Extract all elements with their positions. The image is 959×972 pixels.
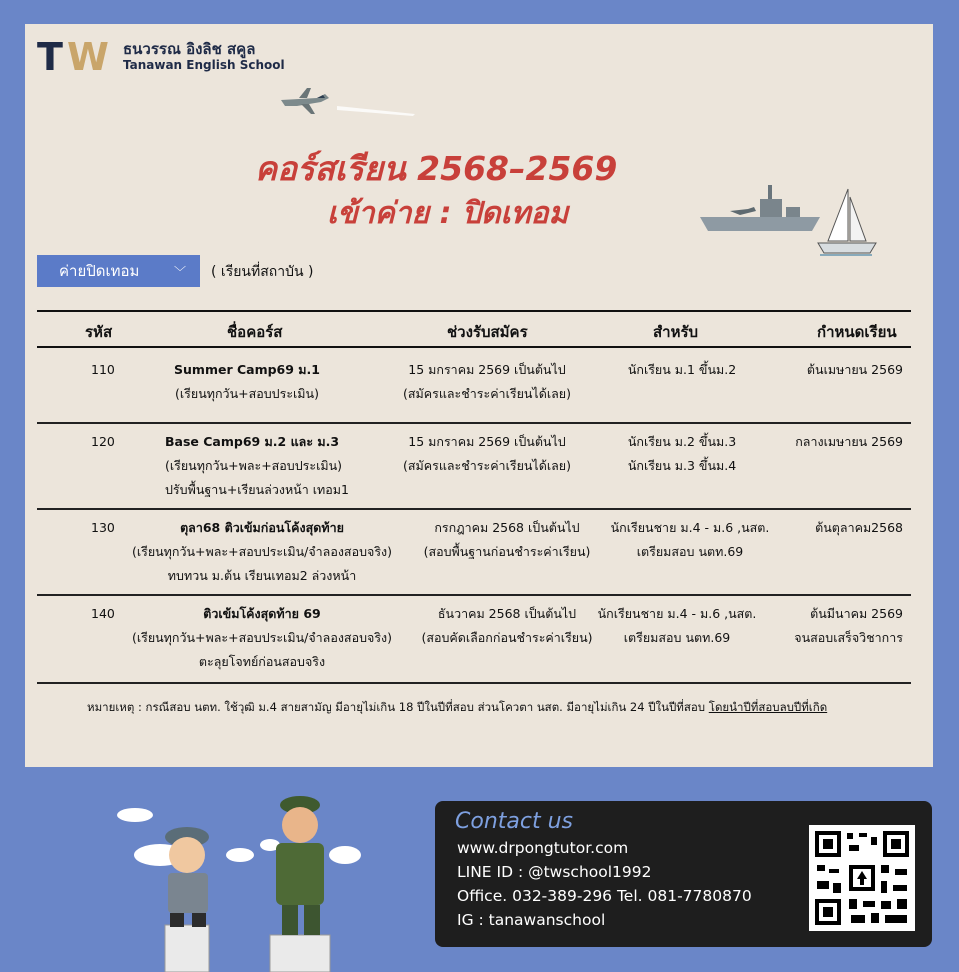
qr-code-icon[interactable]	[809, 825, 915, 931]
camp-type-dropdown[interactable]	[37, 255, 200, 287]
registration-period: กรกฎาคม 2568 เป็นต้นไป (สอบพื้นฐานก่อนชำระค่าเรียน)	[423, 520, 591, 559]
course-name: Base Camp69 ม.2 และ ม.3 (เรียนทุกวัน+พละ+สอบประเมิน) ปรับพื้นฐาน+เรียนล่วงหน้า เทอม1	[165, 434, 349, 497]
school-name-th: ธนวรรณ อิงลิช สคูล	[123, 39, 256, 58]
dropdown-selected-value: ค่ายปิดเทอม	[59, 262, 140, 280]
footnote: หมายเหตุ : กรณีสอบ นตท. ใช้วุฒิ ม.4 สายสามัญ มีอายุไม่เกิน 18 ปีในปีที่สอบ ส่วนโควตา นสต. มีอายุไม่เกิน 24 ปีในปีที่สอบ โดยนำปีที่สอบลบปีที่เกิด	[87, 700, 828, 714]
header-schedule: กำหนดเรียน	[817, 323, 897, 341]
logo-letter-t: T	[37, 35, 63, 79]
header-registration: ช่วงรับสมัคร	[447, 323, 528, 341]
course-code: 110	[91, 362, 115, 377]
course-code: 140	[91, 606, 115, 621]
study-schedule: ต้นมีนาคม 2569 จนสอบเสร็จวิชาการ	[794, 606, 903, 645]
registration-period: ธันวาคม 2568 เป็นต้นไป (สอบคัดเลือกก่อนชำระค่าเรียน)	[421, 606, 593, 645]
soldier-cartoon-illustration	[110, 785, 370, 972]
header-course-name: ชื่อคอร์ส	[227, 323, 283, 341]
logo-letter-w: W	[67, 35, 109, 79]
page-title: คอร์สเรียน 2568–2569	[255, 149, 618, 188]
header-code: รหัส	[85, 323, 113, 341]
school-name-en: Tanawan English School	[123, 57, 285, 72]
phone-numbers: Office. 032-389-296 Tel. 081-7780870	[457, 887, 752, 905]
registration-period: 15 มกราคม 2569 เป็นต้นไป (สมัครและชำระค่าเรียนได้เลย)	[403, 434, 571, 473]
registration-period: 15 มกราคม 2569 เป็นต้นไป (สมัครและชำระค่าเรียนได้เลย)	[403, 362, 571, 401]
target-students: นักเรียนชาย ม.4 - ม.6 ,นสต. เตรียมสอบ นตท.69	[597, 606, 757, 645]
study-schedule: กลางเมษายน 2569	[795, 434, 903, 449]
table-header	[37, 310, 911, 348]
study-schedule: ต้นเมษายน 2569	[806, 362, 903, 377]
instagram-handle: IG : tanawanschool	[457, 911, 606, 929]
logo-mark	[37, 35, 115, 79]
contact-title: Contact us	[455, 809, 573, 834]
target-students: นักเรียน ม.2 ขึ้นม.3 นักเรียน ม.3 ขึ้นม.4	[627, 434, 737, 473]
course-code: 120	[91, 434, 115, 449]
table-row	[37, 596, 911, 684]
study-schedule: ต้นตุลาคม2568	[815, 520, 903, 535]
table-row	[37, 510, 911, 596]
course-table	[37, 310, 911, 684]
contact-box	[435, 801, 932, 947]
course-panel	[25, 24, 933, 767]
page-subtitle: เข้าค่าย : ปิดเทอม	[327, 196, 569, 231]
chevron-down-icon: ﹀	[173, 265, 186, 279]
website-link[interactable]: www.drpongtutor.com	[457, 839, 629, 857]
table-row	[37, 348, 911, 424]
course-name: ติวเข้มโค้งสุดท้าย 69 (เรียนทุกวัน+พละ+สอบประเมิน/จำลองสอบจริง) ตะลุยโจทย์ก่อนสอบจริง	[131, 606, 393, 669]
table-row	[37, 424, 911, 510]
fighter-jet-icon	[277, 84, 417, 124]
header-for: สำหรับ	[653, 323, 699, 341]
target-students: นักเรียนชาย ม.4 - ม.6 ,นสต. เตรียมสอบ นตท.69	[610, 520, 770, 559]
course-name: Summer Camp69 ม.1 (เรียนทุกวัน+สอบประเมิน)	[174, 362, 320, 401]
course-name: ตุลา68 ติวเข้มก่อนโค้งสุดท้าย (เรียนทุกวัน+พละ+สอบประเมิน/จำลองสอบจริง) ทบทวน ม.ต้น เรียนเทอม2 ล่วงหน้า	[131, 520, 393, 583]
line-id: LINE ID : @twschool1992	[457, 863, 652, 881]
ships-icon	[700, 179, 880, 261]
target-students: นักเรียน ม.1 ขึ้นม.2	[627, 362, 737, 377]
school-logo	[37, 35, 285, 79]
location-label: ( เรียนที่สถาบัน )	[211, 264, 314, 280]
course-code: 130	[91, 520, 115, 535]
